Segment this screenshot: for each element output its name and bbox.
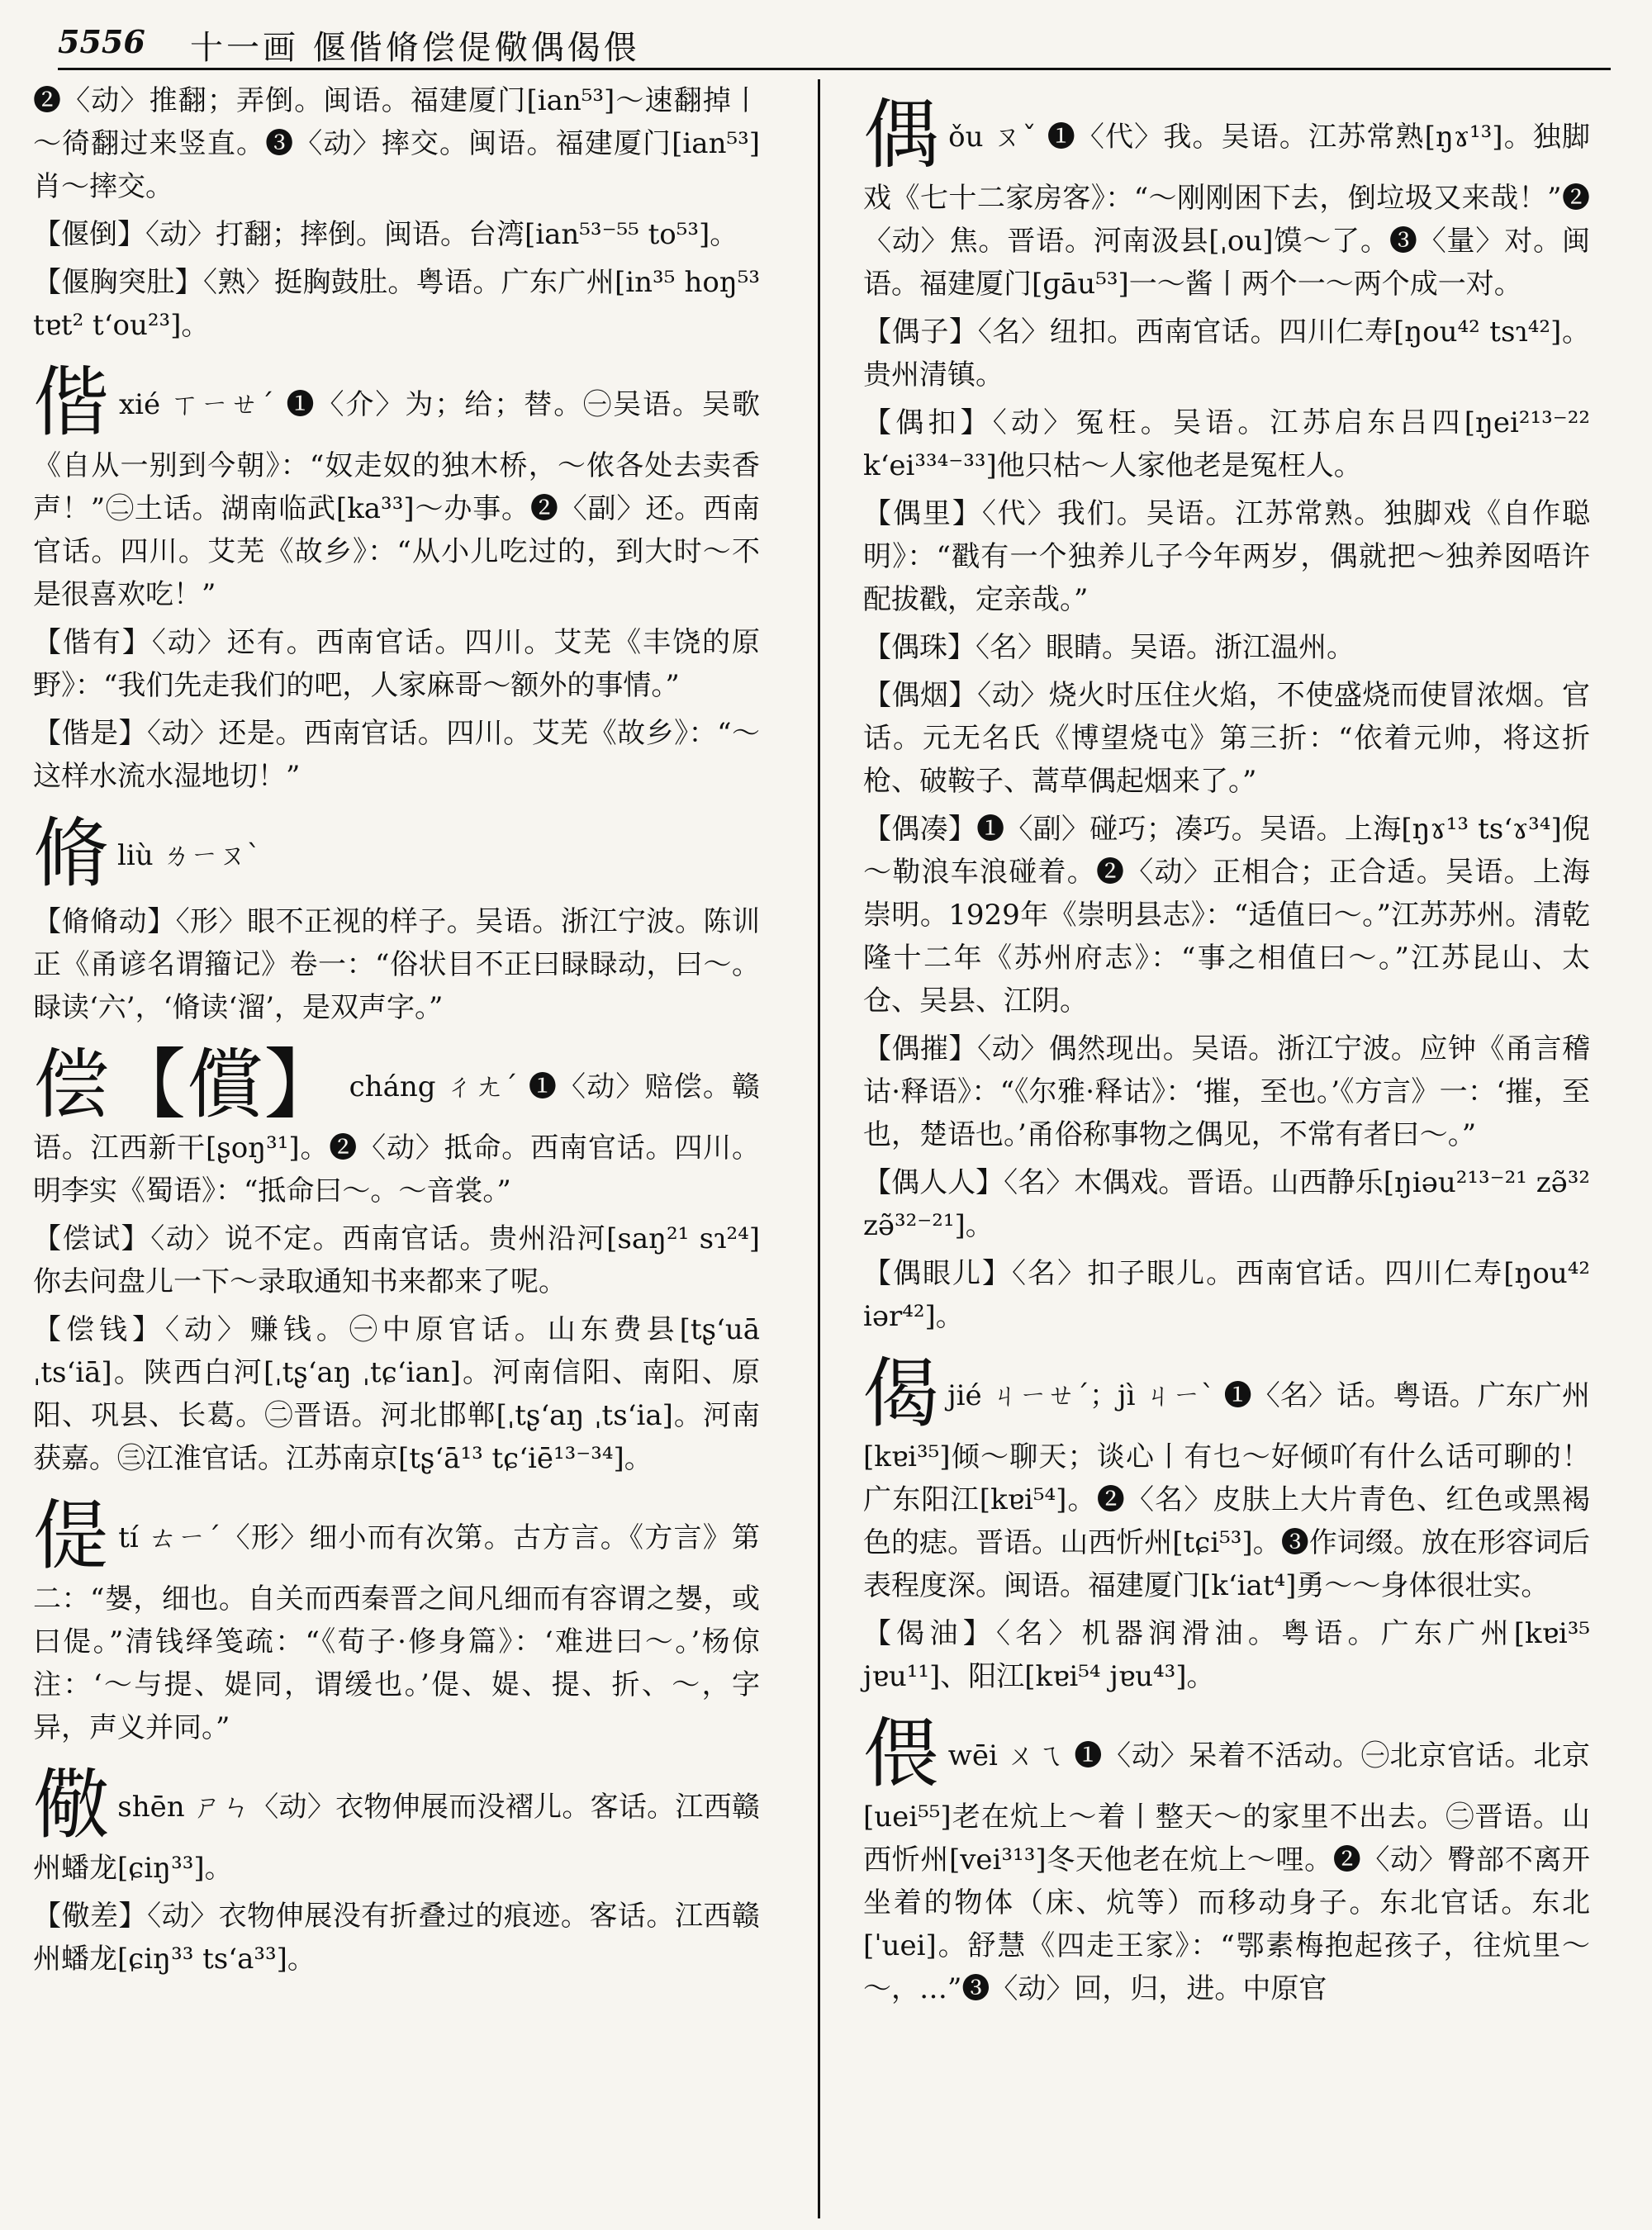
compound-entry: 【偶里】〈代〉我们。吴语。江苏常熟。独脚戏《自作聪明》：“戳有一个独养儿子今年两岁，偶就把～独养囡唔许配拔戳，定亲哉。” [863,497,1590,616]
compound-entry: 【偶眼儿】〈名〉扣子眼儿。西南官话。四川仁寿[ŋou⁴² iər⁴²]。 [863,1257,1590,1333]
compound-entry: 【偶子】〈名〉纽扣。西南官话。四川仁寿[ŋou⁴² tsɿ⁴²]。贵州清镇。 [863,316,1590,391]
column-divider [818,79,820,2218]
left-column [33,79,760,1984]
headword-entry [863,1710,1590,2010]
headword-definition: liù ㄌㄧㄡˋ [117,839,261,872]
page-header [58,18,1611,70]
compound-entry: 【偿钱】〈动〉赚钱。㊀中原官话。山东费县[tʂʻuā ˌtsʻiā]。陕西白河[ˌtʂʻaŋ ˌtɕʻian]。河南信阳、南阳、原阳、巩县、长葛。㊁晋语。河北邯郸[ˌtʂʻaŋ ˌtsʻia]。河南获嘉。㊂江淮官话。江苏南京[tʂʻā¹³ tɕʻiē¹³⁻³⁴]。 [33,1313,760,1475]
headword-entry [33,1761,760,1890]
compound-entry: 【偃倒】〈动〉打翻；摔倒。闽语。台湾[ian⁵³⁻⁵⁵ to⁵³]。 [33,218,738,251]
page-number: 5556 [58,23,145,60]
running-title: 十一画 偃偕脩偿偍儆偶偈偎 [190,29,640,67]
compound-entry: 【偶烟】〈动〉烧火时压住火焰，不使盛烧而使冒浓烟。官话。元无名氏《博望烧屯》第三折：“依着元帅，将这折枪、破鞍子、蒿草偶起烟来了。” [863,679,1590,798]
compound-entry: 【偕是】〈动〉还是。西南官话。四川。艾芜《故乡》：“～这样水流水湿地切！” [33,717,760,793]
headword-definition: jié ㄐㄧㄝˊ；jì ㄐㄧˋ ❶〈名〉话。粤语。广东广州[kɐi³⁵]倾～聊天；谈心丨有乜～好倾吖有什么话可聊的！广东阳江[kɐi⁵⁴]。❷〈名〉皮肤上大片青色、红色或黑褐色的痣。晋语。山西忻州[tɕi⁵³]。❸作词缀。放在形容词后表程度深。闽语。福建厦门[kʻiat⁴]勇～～身体很壮实。 [863,1379,1590,1602]
headword-definition: shēn ㄕㄣ〈动〉衣物伸展而没褶儿。客话。江西赣州蟠龙[ɕiŋ³³]。 [33,1791,760,1885]
headword-definition: ǒu ㄡˇ ❶〈代〉我。吴语。江苏常熟[ŋɤ¹³]。独脚戏《七十二家房客》：“～刚刚困下去，倒垃圾又来哉！”❷〈动〉焦。晋语。河南汲县[ˌou]馍～了。❸〈量〉对。闽语。福建厦门[ɡāu⁵³]一～酱丨两个一～两个成一对。 [863,121,1590,301]
compound-entry: 【偿试】〈动〉说不定。西南官话。贵州沿河[saŋ²¹ sɿ²⁴]你去问盘儿一下～录取通知书来都来了呢。 [33,1222,760,1298]
headword-char: 偿【償】 [33,1041,341,1129]
compound-entry: 【偃胸突肚】〈熟〉挺胸鼓肚。粤语。广东广州[in³⁵ hoŋ⁵³ tɐt² tʻou²³]。 [33,266,760,342]
headword-char: 偈 [863,1350,940,1438]
headword-entry [33,358,760,616]
headword-char: 儆 [33,1761,110,1849]
compound-entry: 【偕有】〈动〉还有。西南官话。四川。艾芜《丰饶的原野》：“我们先走我们的吧，人家麻哥～额外的事情。” [33,626,760,702]
compound-entry: 【偶凑】❶〈副〉碰巧；凑巧。吴语。上海[ŋɤ¹³ tsʻɤ³⁴]倪～勒浪车浪碰着。❷〈动〉正相合；正合适。吴语。上海崇明。1929年《崇明县志》：“适值曰～。”江苏苏州。清乾隆十二年《苏州府志》：“事之相值曰～。”江苏昆山、太仓、吴县、江阴。 [863,813,1590,1018]
headword-char: 偶 [863,91,941,179]
compound-entry: 【偈油】〈名〉机器润滑油。粤语。广东广州[kɐi³⁵ jɐu¹¹]、阳江[kɐi⁵⁴ jɐu⁴³]。 [863,1617,1590,1693]
compound-entry: 【偶扣】〈动〉冤枉。吴语。江苏启东吕四[ŋei²¹³⁻²² kʻei³³⁴⁻³³]他只枯～人家他老是冤枉人。 [863,406,1590,482]
compound-entry: 【儆差】〈动〉衣物伸展没有折叠过的痕迹。客话。江西赣州蟠龙[ɕiŋ³³ tsʻa³³]。 [33,1900,760,1976]
compound-entry: 【偶人人】〈名〉木偶戏。晋语。山西静乐[ŋiəu²¹³⁻²¹ zə̃³² zə̃³²⁻²¹]。 [863,1166,1590,1242]
headword-char: 偍 [33,1492,111,1580]
continuation-paragraph: ❷〈动〉推翻；弄倒。闽语。福建厦门[ian⁵³]～速翻掉丨～徛翻过来竖直。❸〈动〉摔交。闽语。福建厦门[ian⁵³]肖～摔交。 [33,84,760,203]
headword-definition: tí ㄊㄧˊ〈形〉细小而有次第。古方言。《方言》第二：“嫢，细也。自关而西秦晋之间凡细而有容谓之嫢，或曰偍。”清钱绎笺疏：“《荀子·修身篇》：‘难进曰～。’杨倞注：‘～与提、媞同，谓缓也。’偍、媞、提、折、～，字异，声义并同。” [33,1521,760,1744]
compound-entry: 【偶摧】〈动〉偶然现出。吴语。浙江宁波。应钟《甬言稽诂·释语》：“《尔雅·释诂》：‘摧，至也。’《方言》一：‘摧，至也，楚语也。’甬俗称事物之偶见，不常有者曰～。” [863,1032,1590,1151]
headword-entry [863,1350,1590,1607]
headword-entry [33,1492,760,1749]
headword-definition: xié ㄒㄧㄝˊ ❶〈介〉为；给；替。㊀吴语。吴歌《自从一别到今朝》：“奴走奴的独木桥，～侬各处去卖香声！”㊁土话。湖南临武[ka³³]～办事。❷〈副〉还。西南官话。四川。艾芜《故乡》：“从小儿吃过的，到大时～不是很喜欢吃！” [33,388,760,611]
compound-entry: 【脩脩动】〈形〉眼不正视的样子。吴语。浙江宁波。陈训正《甬谚名谓籀记》卷一：“俗状目不正曰睩睩动，曰～。睩读‘六’，‘脩读‘溜’，是双声字。” [33,905,760,1024]
headword-entry [33,809,760,898]
headword-char: 脩 [33,809,110,898]
headword-char: 偎 [863,1710,940,1798]
headword-char: 偕 [33,358,111,447]
headword-definition: wēi ㄨㄟ ❶〈动〉呆着不活动。㊀北京官话。北京[uei⁵⁵]老在炕上～着丨整天～的家里不出去。㊁晋语。山西忻州[vei³¹³]冬天他老在炕上～哩。❷〈动〉臀部不离开坐着的物体（床、炕等）而移动身子。东北官话。东北[ˈuei]。舒慧《四走王家》：“鄂素梅抱起孩子，往炕里～～，…”❸〈动〉回，归，进。中原官 [863,1739,1590,2005]
headword-entry [863,91,1590,306]
right-column [863,79,1590,2015]
compound-entry: 【偶珠】〈名〉眼睛。吴语。浙江温州。 [863,631,1355,664]
headword-definition: cháng ㄔㄤˊ ❶〈动〉赔偿。赣语。江西新干[ʂoŋ³¹]。❷〈动〉抵命。西南官话。四川。明李实《蜀语》：“抵命曰～。～音裳。” [33,1070,760,1208]
headword-entry [33,1041,760,1212]
